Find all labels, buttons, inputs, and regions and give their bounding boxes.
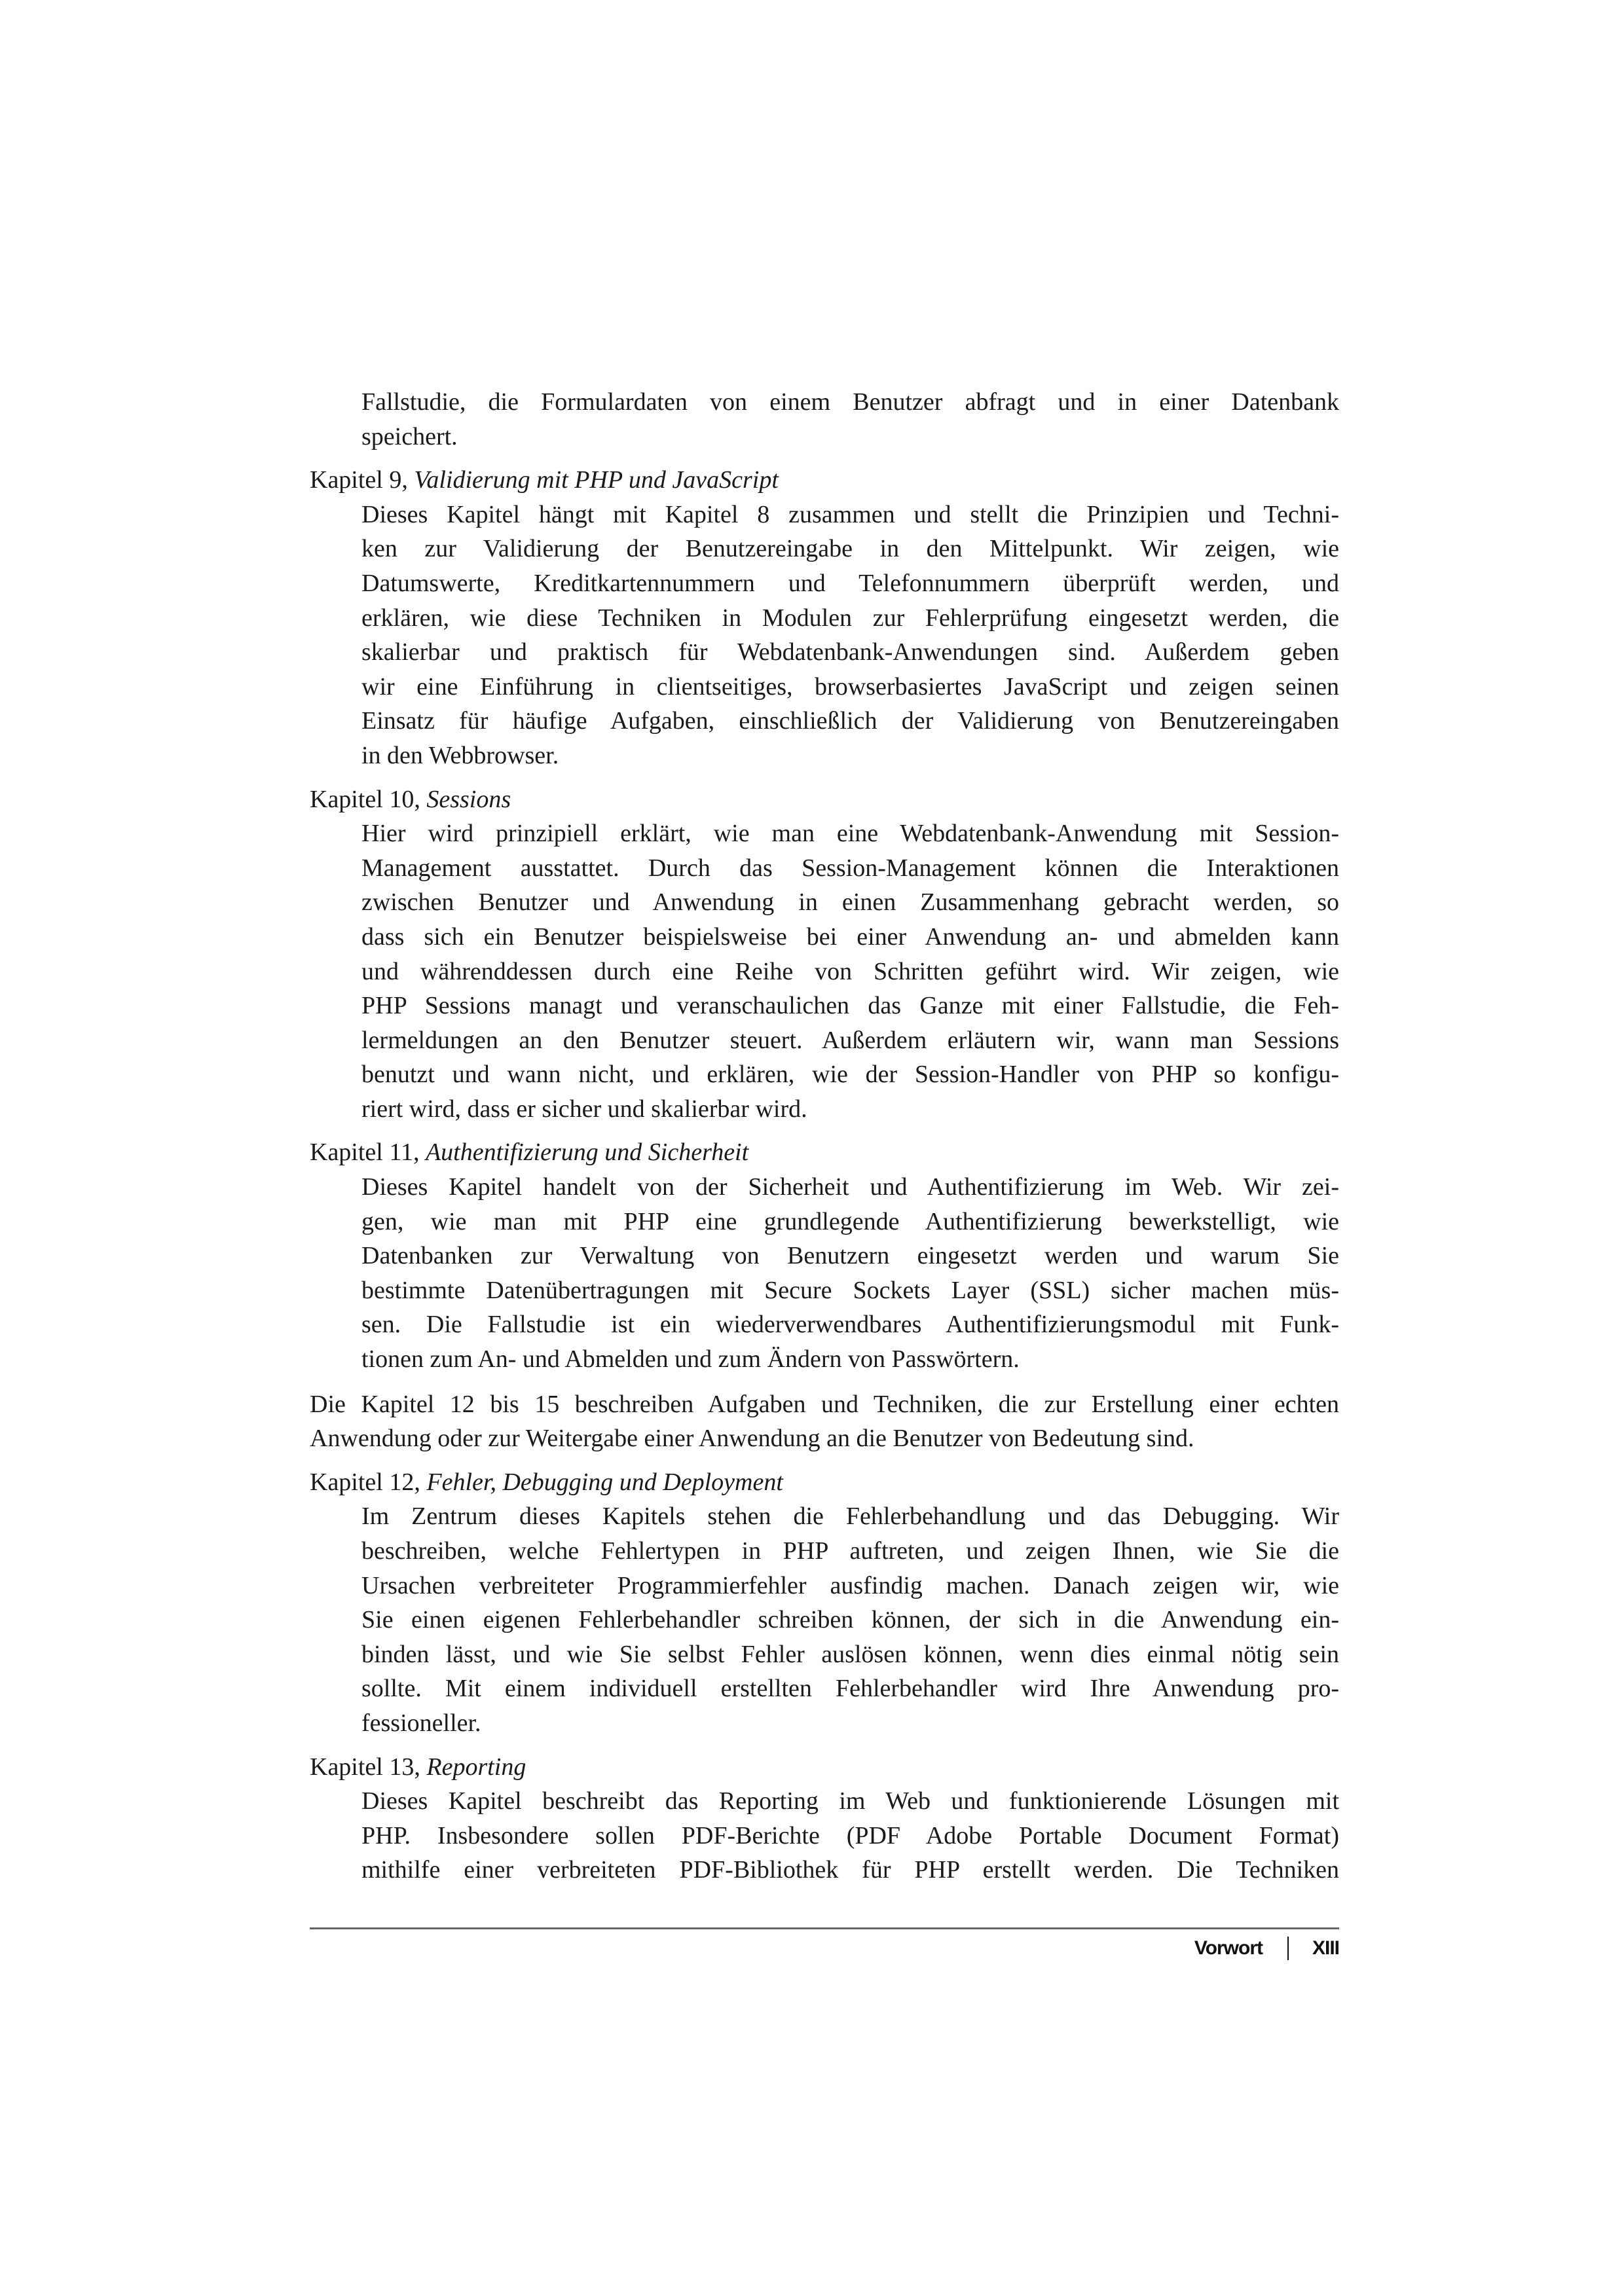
chapter-heading [310,1135,1339,1170]
chapter-number: Kapitel 11, [310,1139,426,1167]
text-line: Dieses Kapitel handelt von der Sicherheit und Authentifizierung im Web. Wir zei- [361,1173,1339,1201]
text-line: Datenbanken zur Verwaltung von Benutzern eingesetzt werden und warum Sie [361,1242,1339,1270]
text-line: lermeldungen an den Benutzer steuert. Außerdem erläutern wir, wann man Sessions [361,1026,1339,1054]
chapter-entry [310,463,1339,773]
text-line: gen, wie man mit PHP eine grundlegende Authentifizierung bewerkstelligt, wie [361,1207,1339,1235]
text-line: Anwendung oder zur Weitergabe einer Anwendung an die Benutzer von Bedeutung sind. [310,1425,1194,1453]
footer-section: Vorwort [1194,1937,1263,1959]
text-line: wir eine Einführung in clientseitiges, browserbasiertes JavaScript und zeigen seinen [361,672,1339,701]
text-line: und währenddessen durch eine Reihe von Schritten geführt wird. Wir zeigen, wie [361,957,1339,985]
text-line: bestimmte Datenübertragungen mit Secure Sockets Layer (SSL) sicher machen müs- [361,1276,1339,1304]
chapter-number: Kapitel 13, [310,1753,427,1781]
text-line: Dieses Kapitel hängt mit Kapitel 8 zusammen und stellt die Prinzipien und Techni- [361,500,1339,528]
text-line: benutzt und wann nicht, und erklären, wie der Session-Handler von PHP so konfigu- [361,1061,1339,1089]
text-line: binden lässt, und wie Sie selbst Fehler auslösen können, wenn dies einmal nötig sein [361,1640,1339,1668]
chapter-title: Reporting [426,1753,526,1781]
text-line: Hier wird prinzipiell erklärt, wie man eine Webdatenbank-Anwendung mit Session- [361,820,1339,848]
footer-separator [1287,1937,1289,1960]
text-line: riert wird, dass er sicher und skalierbar wird. [361,1095,807,1123]
text-line: Die Kapitel 12 bis 15 beschreiben Aufgaben und Techniken, die zur Erstellung einer echten [310,1390,1339,1418]
chapter-entry [310,1135,1339,1376]
footer-rule [310,1927,1339,1929]
chapter-title: Fehler, Debugging und Deployment [426,1468,783,1496]
text-line: zwischen Benutzer und Anwendung in einen Zusammenhang gebracht werden, so [361,888,1339,917]
continued-description [310,385,1339,454]
text-line: Im Zentrum dieses Kapitels stehen die Fehlerbehandlung und das Debugging. Wir [361,1503,1339,1531]
text-line: Sie einen eigenen Fehlerbehandler schreiben können, der sich in die Anwendung ein- [361,1606,1339,1634]
text-line: sen. Die Fallstudie ist ein wiederverwendbares Authentifizierungsmodul mit Funk- [361,1311,1339,1339]
chapter-entry [310,1465,1339,1741]
chapter-title: Sessions [426,785,511,813]
text-line: Management ausstattet. Durch das Session-Management können die Interaktionen [361,854,1339,882]
text-line: Datumswerte, Kreditkartennummern und Telefonnummern überprüft werden, und [361,569,1339,597]
text-line: beschreiben, welche Fehlertypen in PHP auftreten, und zeigen Ihnen, wie Sie die [361,1537,1339,1565]
text-line: Fallstudie, die Formulardaten von einem Benutzer abfragt und in einer Datenbank [361,388,1339,416]
chapter-number: Kapitel 9, [310,466,415,494]
page-number: XIII [1312,1937,1339,1959]
text-line: Ursachen verbreiteter Programmierfehler ausfindig machen. Danach zeigen wir, wie [361,1571,1339,1599]
chapter-number: Kapitel 12, [310,1468,427,1496]
text-line: fessioneller. [361,1709,481,1737]
chapter-number: Kapitel 10, [310,785,427,813]
chapter-heading [310,782,1339,817]
text-line: Einsatz für häufige Aufgaben, einschließlich der Validierung von Benutzereingaben [361,707,1339,735]
chapter-title: Authentifizierung und Sicherheit [425,1139,749,1167]
chapter-heading [310,1750,1339,1785]
text-line: sollte. Mit einem individuell erstellten Fehlerbehandler wird Ihre Anwendung pro- [361,1675,1339,1703]
chapter-title: Validierung mit PHP und JavaScript [414,466,779,494]
text-line: erklären, wie diese Techniken in Modulen zur Fehlerprüfung eingesetzt werden, die [361,604,1339,632]
chapter-heading [310,1465,1339,1500]
page-body [310,385,1339,1887]
text-line: PHP Sessions managt und veranschaulichen das Ganze mit einer Fallstudie, die Feh- [361,992,1339,1020]
text-line: speichert. [361,422,458,450]
text-line: in den Webbrowser. [361,741,559,769]
text-line: ken zur Validierung der Benutzereingabe in den Mittelpunkt. Wir zeigen, wie [361,535,1339,563]
page-footer [1194,1937,1339,1960]
text-line: tionen zum An- und Abmelden und zum Ändern von Passwörtern. [361,1345,1020,1374]
text-line: skalierbar und praktisch für Webdatenbank-Anwendungen sind. Außerdem geben [361,638,1339,666]
chapter-entry [310,1750,1339,1887]
chapter-entry [310,782,1339,1127]
text-line: Dieses Kapitel beschreibt das Reporting im Web und funktionierende Lösungen mit [361,1787,1339,1815]
text-line: mithilfe einer verbreiteten PDF-Bibliothek für PHP erstellt werden. Die Techniken [361,1856,1339,1884]
text-line: PHP. Insbesondere sollen PDF-Berichte (PDF Adobe Portable Document Format) [361,1821,1339,1850]
paragraph [310,1387,1339,1456]
text-line: dass sich ein Benutzer beispielsweise bei einer Anwendung an- und abmelden kann [361,922,1339,951]
chapter-heading [310,463,1339,498]
